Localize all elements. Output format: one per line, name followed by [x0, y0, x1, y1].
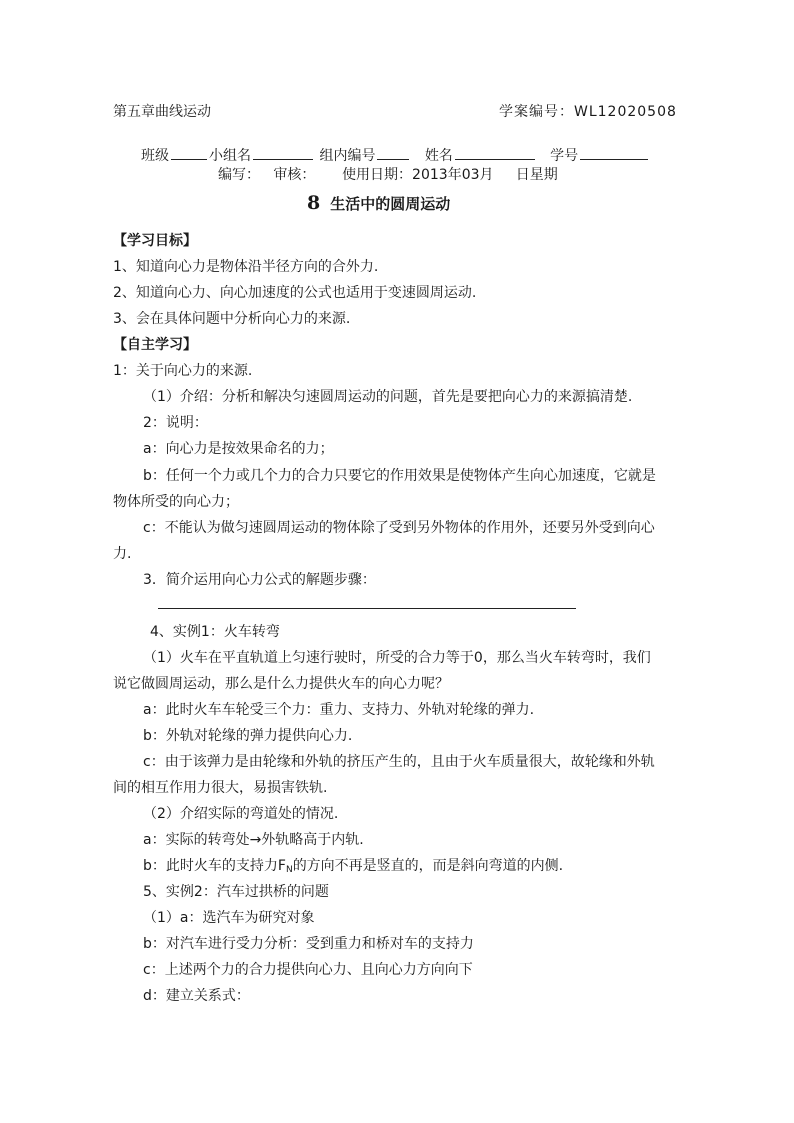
class-blank[interactable]	[171, 145, 207, 160]
text-line: 力.	[113, 546, 132, 562]
normal-force-text-after: 的方向不再是竖直的，而是斜向弯道的内侧.	[292, 858, 564, 874]
normal-force-line	[143, 855, 563, 875]
text-line: a：实际的转弯处→外轨略高于内轨.	[143, 832, 364, 848]
class-label: 班级	[141, 148, 169, 164]
normal-force-subscript: N	[285, 865, 293, 875]
self-study-heading: 【自主学习】	[113, 337, 197, 353]
answer-blank-line[interactable]	[158, 608, 576, 609]
text-line: c：由于该弹力是由轮缘和外轨的挤压产生的，且由于火车质量很大，故轮缘和外轨	[143, 754, 655, 770]
text-line: b：任何一个力或几个力的合力只要它的作用效果是使物体产生向心加速度，它就是	[143, 468, 656, 484]
group-blank[interactable]	[253, 145, 313, 160]
chapter-title: 第五章曲线运动	[113, 104, 211, 120]
editor-label: 编写：	[218, 167, 260, 183]
weekday-label: 日星期	[515, 167, 558, 183]
text-line: 物体所受的向心力；	[113, 494, 239, 510]
lesson-number: 8	[307, 192, 321, 214]
student-info-row	[141, 145, 650, 165]
group-label: 小组名	[209, 148, 251, 164]
text-line: 1：关于向心力的来源.	[113, 363, 253, 379]
text-line: 说它做圆周运动，那么是什么力提供火车的向心力呢？	[113, 676, 449, 692]
normal-force-text-before: b：此时火车的支持力F	[143, 858, 286, 874]
goal-item: 3、会在具体问题中分析向心力的来源.	[113, 311, 351, 327]
text-line: 间的相互作用力很大，易损害铁轨.	[113, 780, 328, 796]
goal-item: 1、知道向心力是物体沿半径方向的合外力.	[113, 259, 379, 275]
goals-heading: 【学习目标】	[113, 233, 197, 249]
student-no-label: 学号	[550, 148, 579, 164]
text-line: 5、实例2：汽车过拱桥的问题	[143, 884, 329, 900]
document-code: 学案编号：WL12020508	[499, 104, 677, 120]
text-line: b：对汽车进行受力分析：受到重力和桥对车的支持力	[143, 936, 474, 952]
text-line: b：外轨对轮缘的弹力提供向心力.	[143, 728, 353, 744]
text-line: 3．简介运用向心力公式的解题步骤：	[143, 572, 376, 588]
editor-info-row	[218, 164, 558, 184]
text-line: （1）火车在平直轨道上匀速行驶时，所受的合力等于0，那么当火车转弯时，我们	[143, 650, 651, 666]
text-line: （2）介绍实际的弯道处的情况.	[143, 806, 339, 822]
text-line: c：不能认为做匀速圆周运动的物体除了受到另外物体的作用外，还要另外受到向心	[143, 520, 655, 536]
text-line: 4、实例1：火车转弯	[150, 624, 280, 640]
text-line: d：建立关系式：	[143, 988, 250, 1004]
text-line: （1）介绍：分析和解决匀速圆周运动的问题，首先是要把向心力的来源搞清楚.	[143, 389, 633, 405]
text-line: （1）a：选汽车为研究对象	[143, 910, 315, 926]
page-title	[307, 192, 450, 214]
student-no-blank[interactable]	[580, 145, 648, 160]
lesson-title: 生活中的圆周运动	[330, 195, 451, 213]
name-blank[interactable]	[455, 145, 535, 160]
text-line: 2：说明：	[143, 415, 208, 431]
text-line: a：向心力是按效果命名的力；	[143, 441, 334, 457]
group-no-blank[interactable]	[377, 145, 409, 160]
text-line: a：此时火车车轮受三个力：重力、支持力、外轨对轮缘的弹力.	[143, 702, 535, 718]
text-line: c：上述两个力的合力提供向心力、且向心力方向向下	[143, 962, 473, 978]
goal-item: 2、知道向心力、向心加速度的公式也适用于变速圆周运动.	[113, 285, 477, 301]
date-label: 使用日期：2013年03月	[342, 167, 494, 183]
reviewer-label: 审核：	[273, 167, 316, 183]
name-label: 姓名	[424, 148, 453, 164]
group-no-label: 组内编号	[319, 148, 376, 164]
